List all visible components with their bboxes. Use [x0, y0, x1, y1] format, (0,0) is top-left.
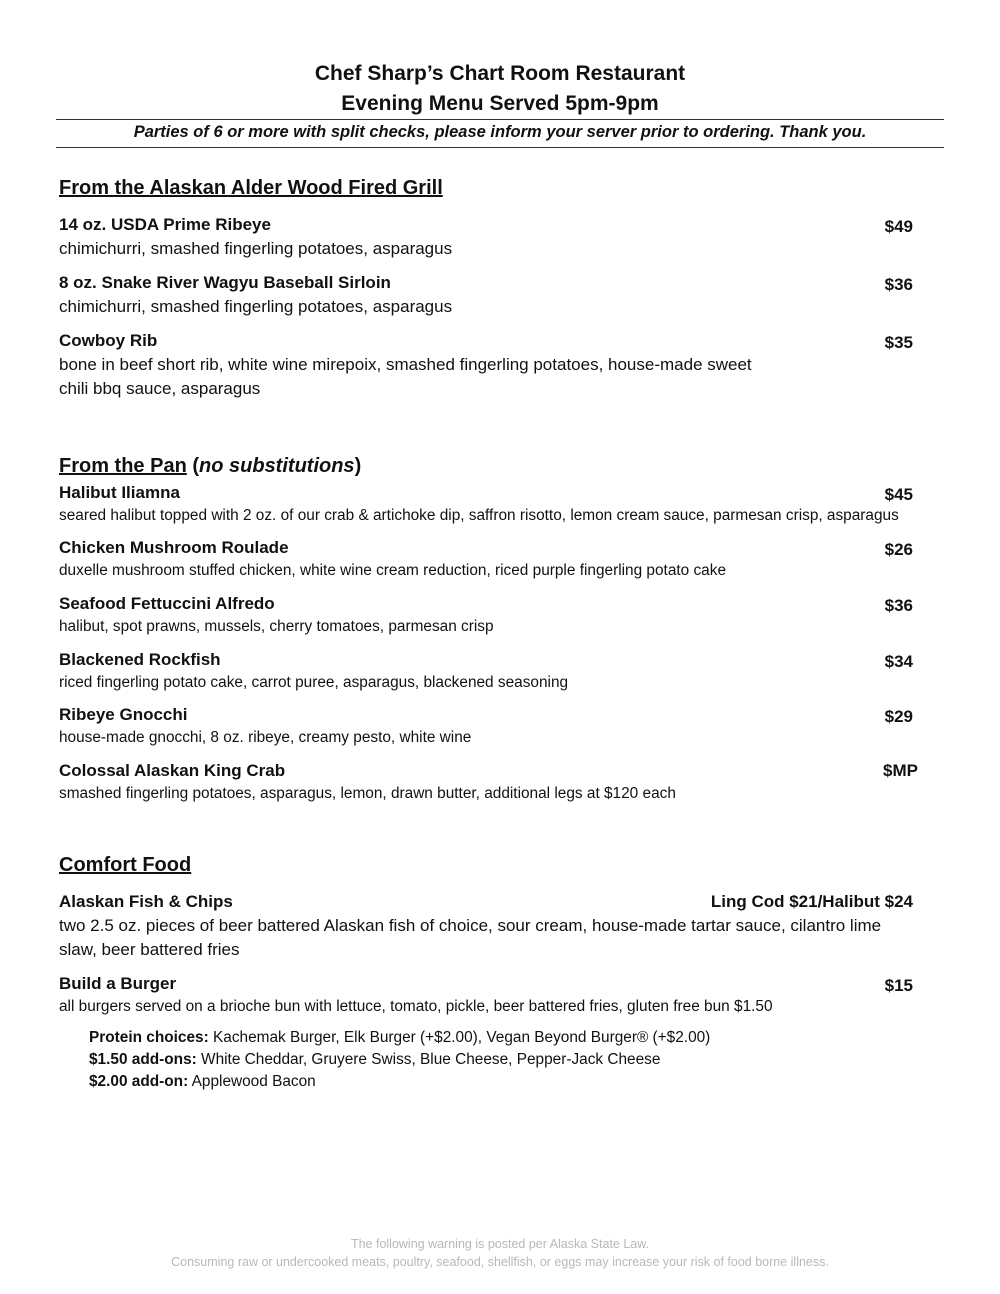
section-heading-pan: From the Pan (no substitutions) [59, 455, 362, 477]
menu-item-description: chili bbq sauce, asparagus [59, 379, 261, 398]
menu-item-price: $29 [884, 707, 913, 726]
menu-item-price: $36 [884, 596, 913, 615]
menu-item-name: 8 oz. Snake River Wagyu Baseball Sirloin [59, 273, 391, 292]
food-safety-warning-intro: The following warning is posted per Alaska State Law. [350, 1237, 650, 1251]
header-rule-bottom [56, 147, 944, 148]
menu-item-price: $MP [883, 761, 918, 780]
burger-protein-options: Protein choices: Kachemak Burger, Elk Burger (+$2.00), Vegan Beyond Burger® (+$2.00) [89, 1029, 711, 1046]
menu-item-price: $45 [884, 485, 913, 504]
menu-item-description: halibut, spot prawns, mussels, cherry tomatoes, parmesan crisp [59, 618, 494, 635]
menu-item-name: Cowboy Rib [59, 331, 158, 350]
section-heading-comfort: Comfort Food [59, 854, 192, 876]
menu-title: Chef Sharp’s Chart Room Restaurant [314, 62, 686, 85]
menu-item-price: $49 [884, 217, 913, 236]
menu-item-name: 14 oz. USDA Prime Ribeye [59, 215, 271, 234]
menu-item-name: Ribeye Gnocchi [59, 705, 188, 724]
menu-item-price: $15 [884, 976, 913, 995]
section-heading-grill: From the Alaskan Alder Wood Fired Grill [59, 177, 443, 199]
menu-item-name: Chicken Mushroom Roulade [59, 538, 289, 557]
menu-item-price: Ling Cod $21/Halibut $24 [710, 892, 913, 911]
menu-item-price: $35 [884, 333, 913, 352]
menu-item-name: Blackened Rockfish [59, 650, 221, 669]
menu-item-name: Alaskan Fish & Chips [59, 892, 233, 911]
menu-item-name: Seafood Fettuccini Alfredo [59, 594, 275, 613]
menu-item-name: Build a Burger [59, 974, 177, 993]
menu-item-description: chimichurri, smashed fingerling potatoes, asparagus [59, 297, 453, 316]
menu-item-description: seared halibut topped with 2 oz. of our crab & artichoke dip, saffron risotto, lemon cream sauce, parmesan crisp, asparagus [59, 507, 899, 524]
menu-item-description: riced fingerling potato cake, carrot puree, asparagus, blackened seasoning [59, 674, 569, 691]
menu-item-price: $36 [884, 275, 913, 294]
burger-cheese-addons: $1.50 add-ons: White Cheddar, Gruyere Swiss, Blue Cheese, Pepper-Jack Cheese [89, 1051, 661, 1068]
menu-item-price: $26 [884, 540, 913, 559]
menu-item-description: bone in beef short rib, white wine mirepoix, smashed fingerling potatoes, house-made sweet [59, 355, 752, 374]
header-rule-top [56, 119, 944, 120]
burger-bacon-addon: $2.00 add-on: Applewood Bacon [89, 1073, 316, 1090]
menu-item-name: Halibut Iliamna [59, 483, 180, 502]
menu-item-name: Colossal Alaskan King Crab [59, 761, 286, 780]
party-notice: Parties of 6 or more with split checks, please inform your server prior to ordering. Thank you. [133, 123, 867, 141]
menu-item-description: chimichurri, smashed fingerling potatoes, asparagus [59, 239, 453, 258]
menu-item-description: smashed fingerling potatoes, asparagus, lemon, drawn butter, additional legs at $120 each [59, 785, 676, 802]
menu-item-description: slaw, beer battered fries [59, 940, 240, 959]
menu-item-description: two 2.5 oz. pieces of beer battered Alaskan fish of choice, sour cream, house-made tartar sauce, cilantro lime [59, 916, 882, 935]
menu-item-price: $34 [884, 652, 913, 671]
menu-item-description: all burgers served on a brioche bun with lettuce, tomato, pickle, beer battered fries, gluten free bun $1.50 [59, 998, 773, 1015]
menu-subtitle: Evening Menu Served 5pm-9pm [341, 92, 659, 115]
menu-item-description: house-made gnocchi, 8 oz. ribeye, creamy pesto, white wine [59, 729, 472, 746]
food-safety-warning: Consuming raw or undercooked meats, poultry, seafood, shellfish, or eggs may increase your risk of food borne illness. [171, 1255, 829, 1269]
menu-item-description: duxelle mushroom stuffed chicken, white wine cream reduction, riced purple fingerling potato cake [59, 562, 726, 579]
